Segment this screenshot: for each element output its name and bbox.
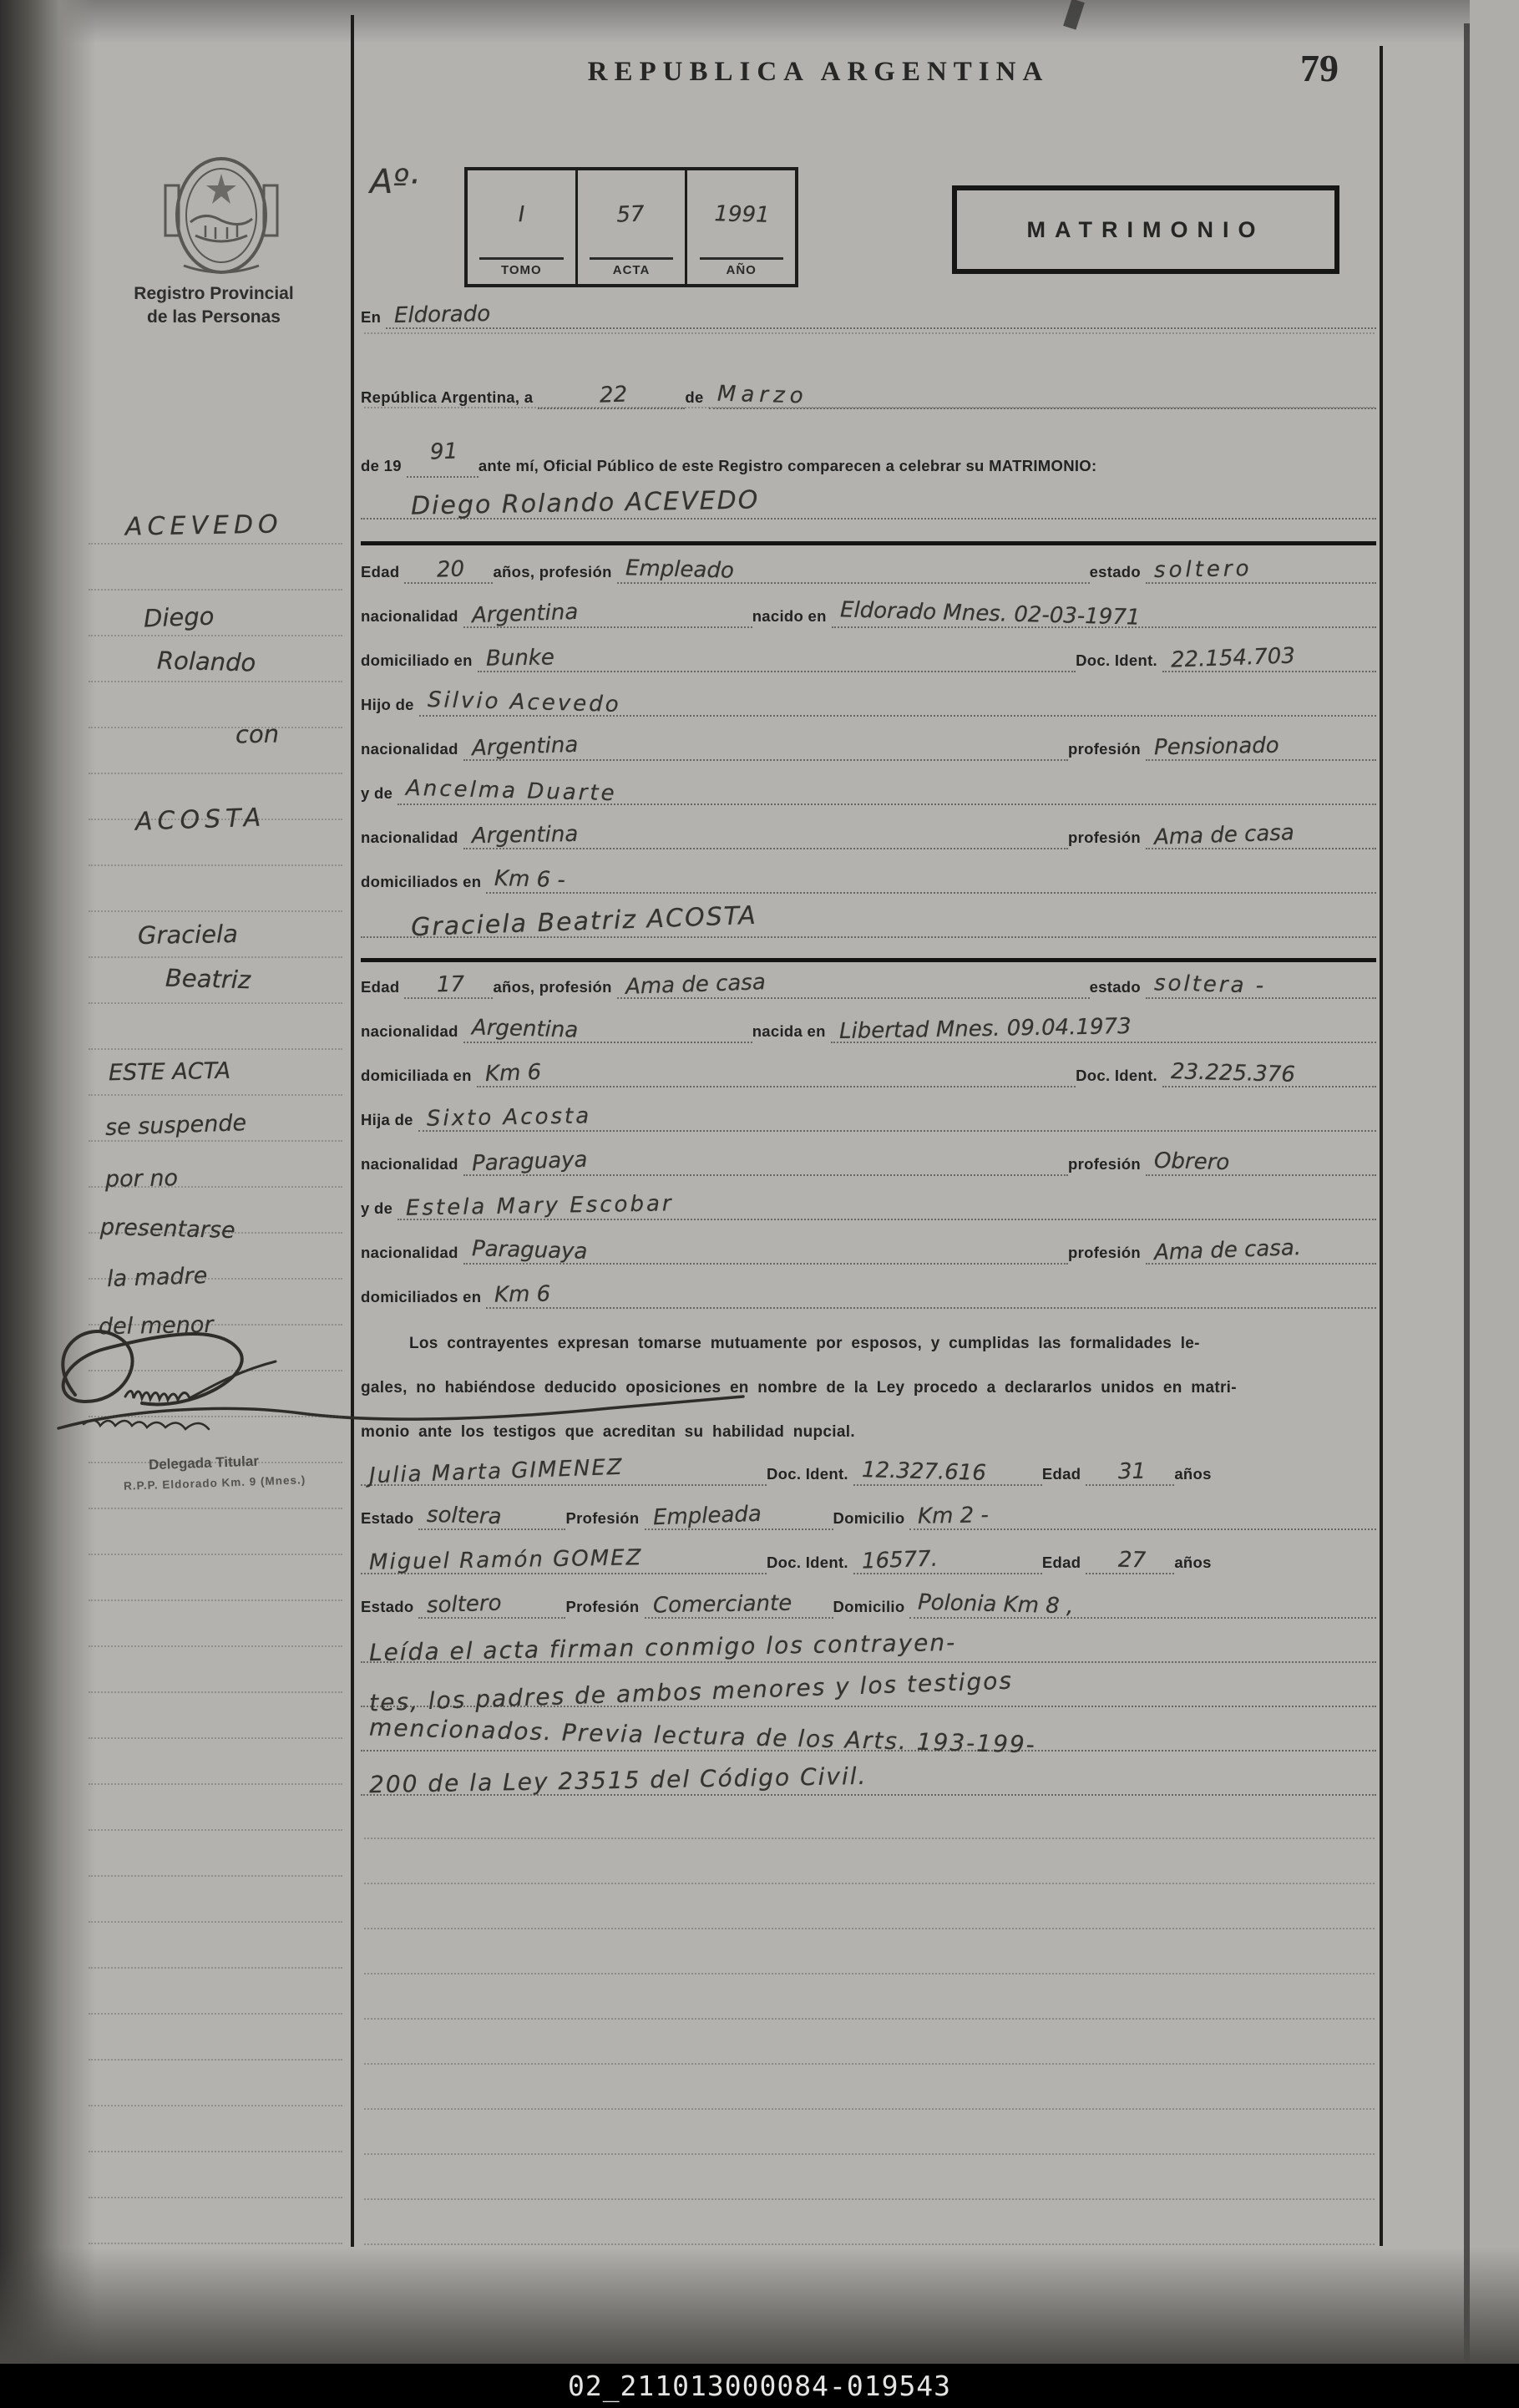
ruled-line [89, 1875, 342, 1877]
year-row [361, 441, 1376, 478]
ruled-line [89, 1462, 342, 1463]
ruled-line [89, 1278, 342, 1280]
bride-prof3-label: profesión [1068, 1244, 1141, 1261]
ruled-line [364, 2018, 1375, 2020]
stamp-office: R.P.P. Eldorado Km. 9 (Mnes.) [123, 1473, 306, 1493]
date-label: República Argentina, a [361, 388, 534, 406]
groom-mother-value: Ancelma Duarte [405, 775, 618, 807]
witness1-estado-value: soltera [427, 1502, 503, 1530]
bride-birthplace-value: Libertad Mnes. 09.04.1973 [838, 1013, 1132, 1045]
ano-value: 1991 [713, 201, 770, 228]
closing-text1: Leída el acta firman conmigo los contrayen- [368, 1628, 957, 1667]
groom-yde-label: y de [361, 784, 393, 802]
ruled-line [364, 1838, 1375, 1839]
ruled-line [89, 1094, 342, 1096]
bride-father-nationality-value: Paraguaya [471, 1147, 588, 1177]
bride-prof-label: años, profesión [493, 978, 612, 996]
declaration-text3: monio ante los testigos que acreditan su habilidad nupcial. [361, 1423, 855, 1441]
groom-profesion-value: Empleado [625, 555, 734, 584]
bride-name-row [361, 900, 1376, 943]
bride-edad-label: Edad [361, 978, 400, 996]
groom-nac2-label: nacionalidad [361, 740, 458, 758]
ruled-line [89, 1829, 342, 1831]
witness2-anios-label: años [1174, 1554, 1212, 1571]
closing-line4 [361, 1759, 1376, 1799]
margin-note-line2: se suspende [104, 1110, 247, 1141]
ruled-line [89, 2151, 342, 2152]
ruled-line [364, 2063, 1375, 2065]
record-type-box [952, 185, 1339, 274]
ruled-line [89, 1002, 342, 1004]
tomo-cell [468, 170, 575, 284]
witness2-doc-label: Doc. Ident. [767, 1554, 848, 1571]
ruled-line [364, 2243, 1375, 2245]
groom-father-profession-value: Pensionado [1153, 733, 1279, 761]
closing-line3 [361, 1713, 1376, 1759]
groom-nac-label: nacionalidad [361, 607, 458, 625]
scan-top-shadow [0, 0, 1519, 43]
margin-note-line5: la madre [106, 1262, 208, 1293]
witness1-name: Julia Marta GIMENEZ [368, 1454, 625, 1489]
ruled-line [89, 1324, 342, 1326]
bride-nac3-label: nacionalidad [361, 1244, 458, 1261]
bride-father-value: Sixto Acosta [426, 1103, 592, 1132]
ruled-line [364, 332, 1375, 334]
ruled-line [89, 1921, 342, 1923]
witness2-row [361, 1538, 1376, 1574]
bride-mother-value: Estela Mary Escobar [405, 1191, 675, 1221]
groom-domicilio-value: Bunke [485, 645, 554, 672]
bride-mother-row [361, 1184, 1376, 1220]
ruled-line [89, 1232, 342, 1234]
witness1-edad-label: Edad [1041, 1465, 1081, 1483]
bride-doc-label: Doc. Ident. [1076, 1067, 1157, 1084]
month-value: Marzo [716, 381, 808, 409]
footer-bar [0, 2364, 1519, 2408]
ruled-line [364, 1973, 1375, 1975]
bride-parents-address-row [361, 1272, 1376, 1309]
groom-father-row [361, 680, 1376, 717]
ruled-line [89, 1140, 342, 1142]
year-label: de 19 [361, 457, 402, 474]
declaration-line1 [361, 1316, 1376, 1353]
margin-bride-middle: Beatriz [165, 963, 251, 995]
groom-nac3-label: nacionalidad [361, 829, 458, 846]
groom-dom-label: domiciliado en [361, 651, 473, 669]
bride-estado-value: soltera - [1153, 971, 1267, 999]
scan-bottom-shadow [0, 2247, 1519, 2364]
corner-handwritten-note: Aº· [370, 163, 419, 201]
margin-bride-surname: ACOSTA [134, 803, 266, 837]
witness1-detail-row [361, 1493, 1376, 1530]
closing-line1 [361, 1626, 1376, 1667]
bride-yde-label: y de [361, 1199, 393, 1217]
groom-father-value: Silvio Acevedo [427, 687, 621, 718]
bride-dom-label: domiciliada en [361, 1067, 472, 1084]
bride-parents-address-value: Km 6 [494, 1281, 551, 1308]
witness2-detail-row [361, 1582, 1376, 1619]
acta-reference-box [464, 167, 798, 287]
ruled-line [89, 681, 342, 682]
tomo-value: I [517, 201, 525, 228]
groom-doc-value: 22.154.703 [1170, 643, 1296, 673]
ruled-line [364, 2153, 1375, 2155]
ruled-line [89, 864, 342, 866]
registry-caption-line1: Registro Provincial [134, 284, 294, 303]
officiant-clause: ante mí, Oficial Público de este Registro comparecen a celebrar su MATRIMONIO: [478, 457, 1097, 474]
ruled-line [89, 635, 342, 636]
bride-nacionalidad-value: Argentina [471, 1015, 579, 1043]
tomo-underline [479, 257, 563, 260]
ano-label: AÑO [726, 263, 757, 277]
ruled-line [89, 543, 342, 545]
bride-age-row [361, 962, 1376, 999]
margin-note-line6: del menor [98, 1311, 214, 1341]
groom-mother-nationality-value: Argentina [471, 821, 579, 849]
place-row [361, 292, 1376, 329]
margin-groom-middle: Rolando [156, 646, 256, 677]
ruled-line [89, 1416, 342, 1417]
bride-profesion-value: Ama de casa [625, 970, 766, 1000]
ruled-line [89, 1599, 342, 1601]
ruled-line [89, 2013, 342, 2015]
witness2-doc-value: 16577. [861, 1546, 939, 1574]
groom-prof3-label: profesión [1068, 829, 1141, 846]
ruled-line [89, 910, 342, 912]
groom-nacido-label: nacido en [752, 607, 827, 625]
groom-age-row [361, 547, 1376, 584]
ruled-line [89, 2197, 342, 2198]
margin-groom-surname: ACEVEDO [124, 509, 283, 542]
groom-birthplace-value: Eldorado Mnes. 02-03-1971 [839, 597, 1141, 631]
provincial-seal-emblem [159, 149, 284, 282]
acta-underline [590, 257, 673, 260]
witness1-prof-label: Profesión [565, 1509, 640, 1527]
groom-address-row [361, 636, 1376, 672]
bride-dom2-label: domiciliados en [361, 1288, 482, 1305]
groom-name-row [361, 483, 1376, 520]
witness1-profesion-value: Empleada [652, 1501, 762, 1531]
bride-father-nationality-row [361, 1139, 1376, 1176]
witness1-anios-label: años [1174, 1465, 1212, 1483]
en-label: En [361, 308, 382, 326]
bride-name-value: Graciela Beatriz ACOSTA [410, 900, 758, 943]
groom-estado-value: soltero [1153, 555, 1253, 584]
bride-nacida-label: nacida en [752, 1022, 826, 1040]
ruled-line [89, 1554, 342, 1555]
witness2-dom-label: Domicilio [833, 1598, 905, 1615]
groom-mother-row [361, 768, 1376, 805]
groom-father-nationality-row [361, 724, 1376, 761]
bride-nationality-row [361, 1006, 1376, 1043]
groom-nacionalidad-value: Argentina [471, 599, 579, 629]
bride-estado-label: estado [1089, 978, 1141, 996]
ruled-line [89, 1370, 342, 1371]
witness2-edad-value: 27 [1117, 1547, 1147, 1574]
ruled-line [89, 1645, 342, 1647]
witness1-domicilio-value: Km 2 - [918, 1503, 990, 1529]
bride-mother-nationality-row [361, 1228, 1376, 1265]
bride-edad-value: 17 [436, 971, 465, 998]
ruled-line [364, 2108, 1375, 2110]
ruled-line [364, 407, 1375, 408]
witness1-dom-label: Domicilio [833, 1509, 905, 1527]
declaration-line3 [361, 1405, 1376, 1442]
groom-prof2-label: profesión [1068, 740, 1141, 758]
closing-text4: 200 de la Ley 23515 del Código Civil. [368, 1762, 868, 1799]
witness1-edad-value: 31 [1117, 1458, 1147, 1485]
witness2-estado-label: Estado [361, 1598, 414, 1615]
groom-doc-label: Doc. Ident. [1076, 651, 1157, 669]
bride-address-row [361, 1051, 1376, 1087]
groom-dom2-label: domiciliados en [361, 873, 482, 890]
section-rule-groom [361, 541, 1376, 545]
ano-cell [685, 170, 795, 284]
tomo-label: TOMO [500, 263, 542, 277]
groom-parents-address-value: Km 6 - [494, 865, 566, 894]
groom-father-nationality-value: Argentina [471, 732, 579, 762]
acta-label: ACTA [612, 263, 651, 277]
bride-hija-label: Hija de [361, 1111, 413, 1128]
closing-text2: tes, los padres de ambos menores y los testigos [368, 1666, 1014, 1717]
margin-note-line4: presentarse [99, 1214, 235, 1245]
groom-mother-profession-value: Ama de casa [1153, 820, 1295, 850]
ruled-line [89, 1508, 342, 1509]
next-page-edge [1470, 0, 1519, 2408]
margin-bride-first: Graciela [137, 919, 239, 951]
ruled-line [89, 1186, 342, 1188]
ruled-line [89, 956, 342, 958]
groom-mother-nationality-row [361, 813, 1376, 849]
groom-hijo-label: Hijo de [361, 696, 414, 713]
archive-code: 02_211013000084-019543 [567, 2370, 952, 2402]
witness1-doc-label: Doc. Ident. [767, 1465, 848, 1483]
book-gutter-shadow [0, 0, 96, 2408]
ruled-line [89, 1737, 342, 1739]
groom-name-value: Diego Rolando ACEVEDO [410, 485, 760, 521]
parents-address-row [361, 857, 1376, 894]
record-type-label: MATRIMONIO [1026, 216, 1265, 242]
ruled-line [89, 2105, 342, 2106]
witness2-edad-label: Edad [1041, 1554, 1081, 1571]
closing-text3: mencionados. Previa lectura de los Arts. 193-199- [368, 1713, 1037, 1759]
ano-underline [700, 257, 783, 260]
ruled-line [364, 1883, 1375, 1884]
margin-note-line1: ESTE ACTA [108, 1057, 231, 1087]
place-value: Eldorado [393, 301, 491, 329]
ruled-line [89, 819, 342, 820]
ruled-line [89, 773, 342, 774]
page-number: 79 [1300, 47, 1339, 89]
year-value: 91 [429, 439, 458, 465]
bride-nac2-label: nacionalidad [361, 1155, 458, 1173]
groom-edad-label: Edad [361, 563, 400, 580]
ruled-line [89, 727, 342, 728]
ruled-line [89, 1691, 342, 1693]
ruled-line [364, 2198, 1375, 2200]
bride-father-profession-value: Obrero [1153, 1148, 1230, 1176]
ruled-line [89, 1048, 342, 1050]
witness1-row [361, 1449, 1376, 1489]
ruled-line [89, 589, 342, 591]
ruled-line [89, 2243, 342, 2244]
form-right-border [1380, 46, 1383, 2246]
date-row [361, 373, 1376, 409]
margin-connector: con [235, 719, 280, 749]
ruled-line [89, 2059, 342, 2061]
witness2-name: Miguel Ramón GOMEZ [368, 1545, 643, 1575]
witness2-profesion-value: Comerciante [652, 1590, 792, 1619]
ruled-line [89, 1967, 342, 1969]
ruled-line [364, 1928, 1375, 1929]
day-value: 22 [599, 382, 628, 408]
witness2-estado-value: soltero [426, 1590, 503, 1619]
witness2-domicilio-value: Polonia Km 8 , [918, 1589, 1075, 1620]
de-label: de [685, 388, 704, 406]
declaration-text2: gales, no habiéndose deducido oposiciones en nombre de la Ley procedo a declararlos unidos en matri- [361, 1379, 1237, 1397]
declaration-text1: Los contrayentes expresan tomarse mutuamente por esposos, y cumplidas las formalidades le- [409, 1335, 1200, 1352]
margin-note-line3: por no [104, 1165, 179, 1193]
witness1-doc-value: 12.327.616 [861, 1457, 987, 1486]
registry-caption-line2: de las Personas [147, 307, 281, 327]
groom-estado-label: estado [1089, 563, 1141, 580]
witness2-prof-label: Profesión [565, 1598, 640, 1615]
acta-value: 57 [616, 201, 646, 228]
groom-nationality-row [361, 591, 1376, 631]
ruled-line [89, 1783, 342, 1785]
groom-prof-label: años, profesión [493, 563, 612, 580]
margin-separator-line [351, 15, 354, 2247]
acta-cell [575, 170, 686, 284]
groom-edad-value: 20 [436, 556, 465, 583]
bride-domicilio-value: Km 6 [484, 1059, 542, 1087]
bride-nac-label: nacionalidad [361, 1022, 458, 1040]
margin-groom-first: Diego [143, 601, 215, 633]
bride-doc-value: 23.225.376 [1170, 1059, 1296, 1087]
declaration-line2 [361, 1361, 1376, 1397]
bride-mother-nationality-value: Paraguaya [471, 1236, 588, 1265]
country-title: REPUBLICA ARGENTINA [587, 57, 1050, 87]
bride-father-row [361, 1095, 1376, 1132]
stamp-role: Delegada Titular [148, 1452, 260, 1473]
bride-prof2-label: profesión [1068, 1155, 1141, 1173]
bride-mother-profession-value: Ama de casa. [1153, 1234, 1302, 1266]
page-edge-line [1464, 23, 1470, 2362]
closing-line2 [361, 1666, 1376, 1717]
witness1-estado-label: Estado [361, 1509, 414, 1527]
